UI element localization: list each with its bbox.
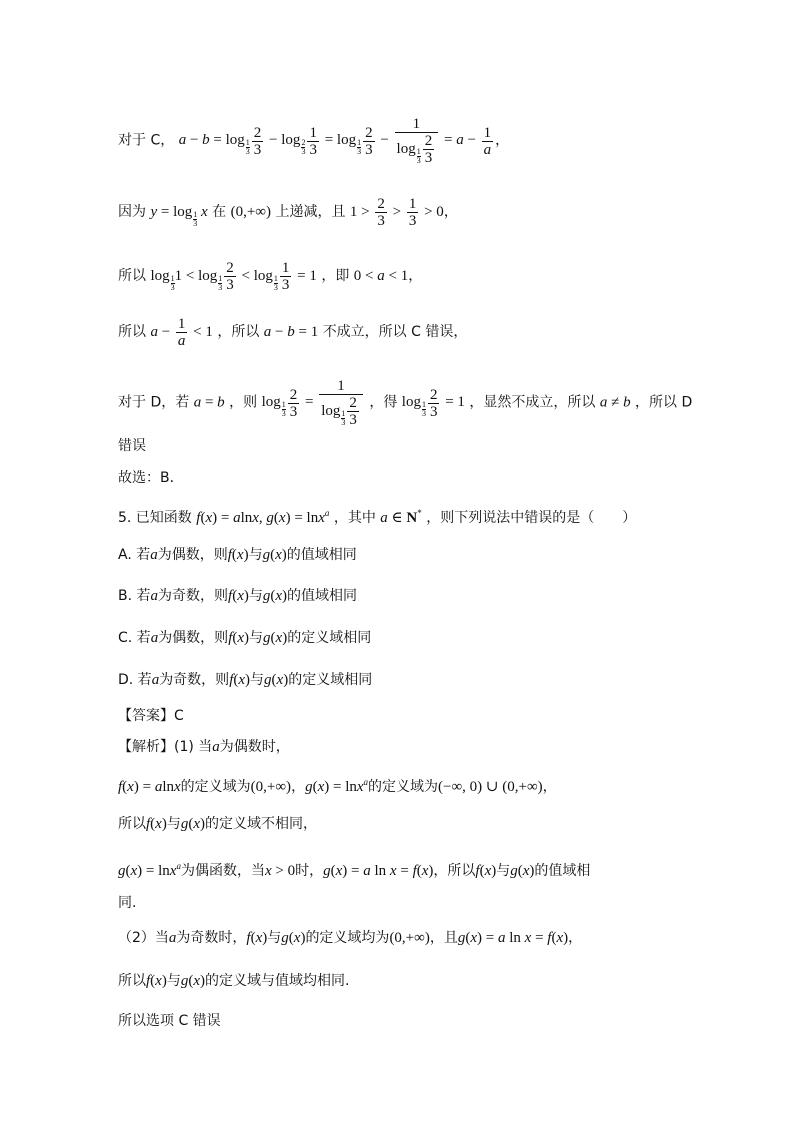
line-error: 错误	[118, 438, 146, 454]
option-a: A. 若a为偶数，则f(x)与g(x)的值域相同	[118, 547, 357, 563]
analysis-6: （2）当a为奇数时，f(x)与g(x)的定义域均为(0,+∞)，且g(x) = a ln x = f(x)，	[118, 930, 583, 946]
analysis-5: 同.	[118, 895, 137, 911]
option-d: D. 若a为奇数，则f(x)与g(x)的定义域相同	[118, 672, 373, 688]
line-choose: 故选：B．	[118, 470, 184, 486]
option-c: C. 若a为偶数，则f(x)与g(x)的定义域相同	[118, 630, 372, 646]
analysis-1: 【解析】(1) 当a为偶数时，	[118, 739, 290, 755]
analysis-3: 所以f(x)与g(x)的定义域不相同，	[118, 816, 318, 832]
line-so-1: 所以 log $\frac{1}{3}$ 1 < log $\frac{1}{3}$ $\frac{2}{3}$ < log $\frac{1}{3}$ $\frac{1}{3}$ = 1 ，即 0 < a < 1，	[118, 260, 423, 293]
analysis-4: g(x) = lnx$^a$为偶函数，当x > 0时，g(x) = a ln x = f(x)，所以f(x)与g(x)的值域相	[118, 861, 591, 879]
line-option-c-analysis: 对于 C， a − b = log $\frac{1}{3}$ $\frac{2}{3}$ − log $\frac{2}{3}$ $\frac{1}{3}$ = log $\frac{1}{3}$ $\frac{2}{3}$ − 1 log $\frac{1}{3}$ $\frac{2}{3}$ = a − $\frac{1}{a}$ ，	[118, 116, 510, 166]
answer: 【答案】C	[118, 708, 184, 724]
analysis-7: 所以f(x)与g(x)的定义域与值域均相同.	[118, 973, 350, 989]
option-b: B. 若a为奇数，则f(x)与g(x)的值域相同	[118, 588, 358, 604]
formula: log $\frac{1}{3}$ 1 < log $\frac{1}{3}$ $\frac{2}{3}$ < log $\frac{1}{3}$ $\frac{1}{3}$ = 1	[150, 260, 317, 293]
formula: a − b = log $\frac{1}{3}$ $\frac{2}{3}$ − log $\frac{2}{3}$ $\frac{1}{3}$ = log $\frac{1}{3}$ $\frac{2}{3}$ − 1 log $\frac{1}{3}$ $\frac{2}{3}$ = a − $\frac{1}{a}$	[178, 116, 492, 166]
line-option-d: 对于 D，若 a = b ，则 log $\frac{1}{3}$ $\frac{2}{3}$ = 1 log $\frac{1}{3}$ $\frac{2}{3}$ ，得 log $\frac{1}{3}$ $\frac{2}{3}$ = 1 ，显然不成立，所以 a ≠ b ，所以 D	[118, 378, 693, 428]
analysis-2: f(x) = alnx的定义域为(0,+∞)，g(x) = lnx$^a$的定义域为(−∞, 0) ∪ (0,+∞)，	[118, 777, 557, 795]
line-so-2: 所以 a − $\frac{1}{a}$ < 1 ，所以 a − b = 1 不成立，所以 C 错误，	[118, 316, 468, 349]
analysis-8: 所以选项 C 错误	[118, 1013, 221, 1029]
formula: y = log $\frac{1}{3}$ x	[150, 203, 208, 228]
question-5: 5. 已知函数 f(x) = alnx, g(x) = lnx$^a$ ，其中 a ∈ N* ，则下列说法中错误的是（ ）	[118, 508, 637, 526]
line-because: 因为 y = log $\frac{1}{3}$ x 在 (0,+∞) 上递减，且 1 > $\frac{2}{3}$ > $\frac{1}{3}$ > 0，	[118, 196, 458, 229]
